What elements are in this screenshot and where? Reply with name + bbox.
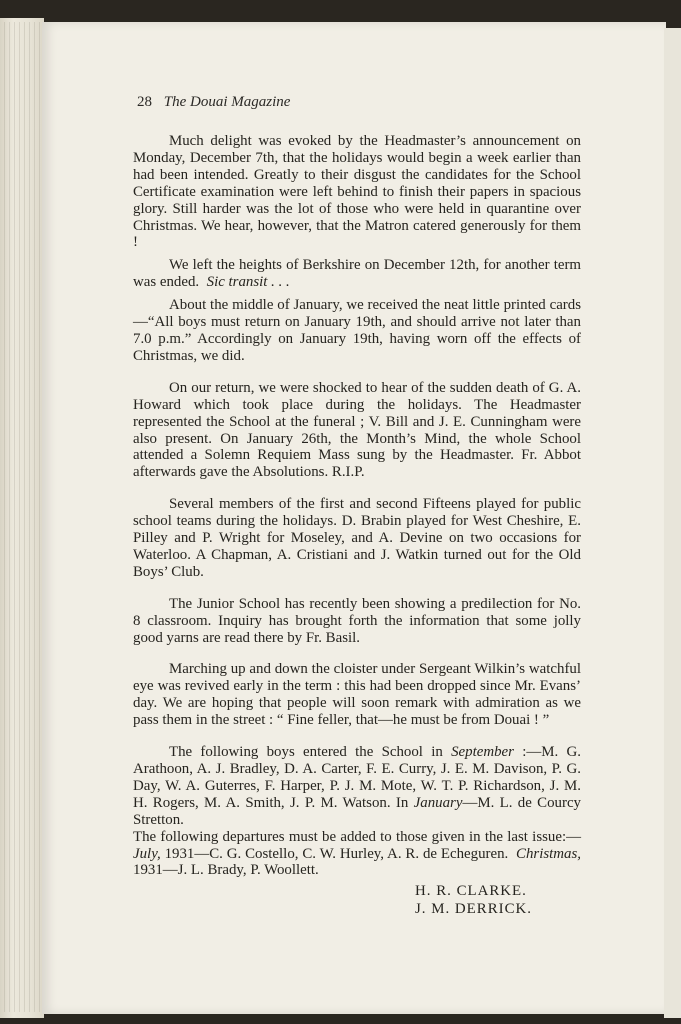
september-list: :—M. G. Arathoon, A. J. Bradley, D. A. Carter, F. E. Curry, J. E. M. Davison, P. G. Day, W. A. Guterres, F. Harper, P. J. M. Mote, W. T. P. Richardson, J. M. H. Rogers, M. A. Smith, J. P. M. Watson. In	[133, 744, 581, 811]
sic-transit-phrase: Sic transit . . .	[206, 274, 290, 291]
paragraph-holidays: Much delight was evoked by the Headmaster’s announcement on Monday, December 7th, that the holidays would begin a week earlier than had been intended. Greatly to their disgust the candidates for the School Certificate examination were left behind to finish their papers in spacious glory. Still harder was the lot of those who were held in quarantine over Christmas. We hear, however, that the Matron catered generously for them !	[133, 133, 581, 251]
paragraph-new-boys	[133, 744, 581, 829]
paragraph-marching: Marching up and down the cloister under Sergeant Wilkin’s watchful eye was revived early in the term : this had been dropped since Mr. Evans’ day. We are hoping that people will soon remark with admiration as we pass them in the street : “ Fine feller, that—he must be from Douai ! ”	[133, 661, 581, 729]
paragraph-junior-school: The Junior School has recently been showing a predilection for No. 8 classroom. Inquiry has brought forth the information that some jolly good yarns are read there by Fr. Basil.	[133, 595, 581, 646]
paragraph-fifteens: Several members of the first and second Fifteens played for public school teams during the holidays. D. Brabin played for West Cheshire, E. Pilley and P. Wright for Moseley, and A. Devine on two occasions for Waterloo. A Chapman, A. Cristiani and J. Watkin turned out for the Old Boys’ Club.	[133, 496, 581, 580]
paragraph-obituary: On our return, we were shocked to hear of the sudden death of G. A. Howard which took place during the holidays. The Headmaster represented the School at the funeral ; V. Bill and J. E. Cunningham were also present. On January 26th, the Month’s Mind, the whole School attended a Solemn Requiem Mass sung by the Headmaster. Fr. Abbot afterwards gave the Absolutions. R.I.P.	[133, 379, 581, 481]
paragraph-return-cards: About the middle of January, we received the neat little printed cards—“All boys must return on January 19th, and should arrive not later than 7.0 p.m.” Accordingly on January 19th, having worn off the effects of Christmas, we did.	[133, 297, 581, 364]
book-page-edge-lines	[4, 22, 40, 1012]
january-label: January	[413, 794, 463, 811]
christmas-list: 1931—J. L. Brady, P. Woollett.	[133, 862, 319, 879]
january-list: —M. L. de Courcy Stretton.	[133, 794, 581, 828]
signature-derrick: J. M. DERRICK.	[415, 901, 533, 918]
journal-title: The Douai Magazine	[163, 94, 291, 110]
right-page-edge	[664, 28, 681, 1018]
page-number: 28	[137, 94, 152, 110]
july-label: July,	[133, 845, 161, 862]
new-boys-lead: The following boys entered the School in	[169, 744, 443, 761]
christmas-label: Christmas,	[516, 845, 581, 862]
july-list: 1931—C. G. Costello, C. W. Hurley, A. R. de Echeguren.	[164, 845, 509, 862]
september-label: September	[451, 744, 514, 761]
paragraph-end-of-term-text: We left the heights of Berkshire on December 12th, for another term was ended.	[133, 257, 581, 291]
running-header	[137, 94, 290, 111]
signature-block	[133, 882, 581, 918]
departures-lead: The following departures must be added to those given in the last issue:—	[133, 828, 581, 845]
paragraph-departures	[133, 829, 581, 880]
signature-clarke: H. R. CLARKE.	[415, 883, 527, 900]
paragraph-end-of-term	[133, 257, 581, 291]
article-body	[133, 133, 581, 918]
